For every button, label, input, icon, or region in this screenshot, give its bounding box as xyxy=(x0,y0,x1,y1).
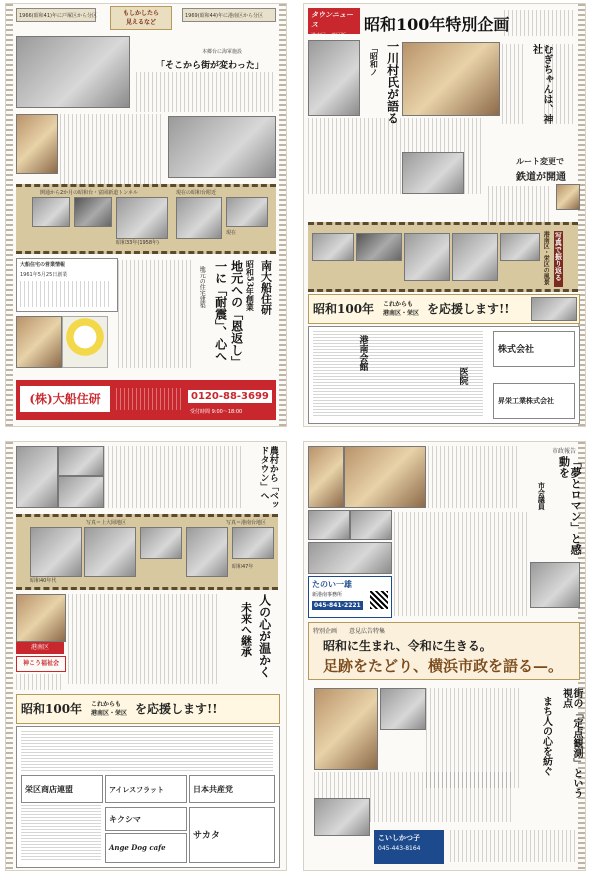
film-caption: 昭和33年(1958年) xyxy=(116,240,159,246)
support-subtitle: これからも xyxy=(383,301,414,308)
header-stamp-left-text: 1966(昭和41)年に戸塚区から分区 xyxy=(19,13,97,19)
header-title: もしかしたら 見えるなど xyxy=(122,10,159,26)
ad-box xyxy=(105,807,187,831)
support-slogan: を応援します!! xyxy=(135,702,218,716)
old-photo xyxy=(58,446,104,476)
sponsor-name: 昇栄工業株式会社 xyxy=(498,396,554,405)
film-photo xyxy=(232,527,274,559)
sponsor-name: 港南会館 xyxy=(357,335,368,371)
footer-contact xyxy=(374,830,444,864)
event-photo xyxy=(308,510,350,540)
special-title: 昭和100年特別企画 xyxy=(364,15,510,34)
film-photo xyxy=(74,197,112,227)
company-phone[interactable]: 0120-88-3699 xyxy=(188,390,272,403)
aerial-photo xyxy=(16,36,130,108)
paper-edition: 港南区・栄区版 xyxy=(311,33,347,39)
article-text xyxy=(428,446,518,508)
vertical-headline: 一に「耐震」、心へ xyxy=(213,260,228,362)
topic-label: 市政報告 xyxy=(552,448,577,455)
info-table xyxy=(16,258,118,312)
tower-photo xyxy=(16,446,58,508)
old-photo xyxy=(308,40,360,116)
vertical-title: 南大船住研 xyxy=(259,260,273,315)
ribbon-label: 写真で振り返る xyxy=(554,231,563,287)
interview-photo xyxy=(402,42,500,116)
ad-box xyxy=(189,775,275,803)
article-text xyxy=(394,512,530,616)
shop-name: アイレスフラット xyxy=(109,785,165,794)
org-logo xyxy=(16,656,66,672)
mascot-image xyxy=(62,316,108,368)
page-bottom-left xyxy=(6,442,286,870)
film-caption: 昭和40年代 xyxy=(30,578,57,584)
shop-name: 栄区商店連盟 xyxy=(25,784,73,794)
vertical-headline: 街の「定点観測」という視点 xyxy=(560,688,582,798)
support-area: 港南区・栄区 xyxy=(383,310,420,317)
special-label: 特別企画 xyxy=(313,628,338,635)
shop-name: Ange Dog cafe xyxy=(109,843,166,852)
vertical-headline: 「夢とロマン」と感動を xyxy=(557,456,583,555)
shop-name: 日本共産党 xyxy=(193,784,233,794)
special-headline-1: 昭和に生まれ、令和に生きる。 xyxy=(323,639,492,653)
film-label: 開通から2か月の昭和台・富岡新道トンネル xyxy=(40,190,139,196)
article-text xyxy=(136,72,276,112)
page-edge xyxy=(6,442,13,870)
ad-text xyxy=(116,388,184,410)
paper-logo-text: タウンニュース xyxy=(311,11,353,29)
headline: 鉄道が開通 xyxy=(516,172,566,183)
owner-photo xyxy=(16,316,62,368)
ad-box xyxy=(105,833,187,863)
article-text xyxy=(544,44,576,124)
ad-box xyxy=(21,775,103,803)
vertical-subhead: 地元の住宅建築 xyxy=(198,266,206,308)
support-banner xyxy=(16,694,280,724)
headline-kicker: 本郷台に海軍施設 xyxy=(202,49,243,55)
film-strip xyxy=(308,222,578,292)
candidate-office: 新港南事務所 xyxy=(312,592,343,598)
article-text xyxy=(488,186,552,222)
candidate-badge-text: 港南区 xyxy=(30,644,49,651)
article-text xyxy=(104,446,244,508)
headline: ルート変更で xyxy=(516,156,564,166)
org-name: 神こう福祉会 xyxy=(22,660,59,667)
intro-text xyxy=(504,10,574,36)
building-photo xyxy=(380,688,426,730)
header-stamp-right xyxy=(182,8,276,22)
film-photo xyxy=(186,527,228,577)
old-photo xyxy=(58,476,104,508)
support-title: 昭和100年 xyxy=(21,702,83,716)
sponsor-name: 株式会社 xyxy=(498,345,535,355)
paper-logo xyxy=(308,8,360,39)
candidate-contact xyxy=(308,576,392,618)
small-portrait xyxy=(556,184,580,210)
film-photo xyxy=(116,197,168,239)
candidate-badge xyxy=(16,642,64,654)
vertical-headline: 地元への「恩返し」 xyxy=(229,260,244,368)
vertical-subhead: 市会議員 xyxy=(537,482,547,510)
scene-photo xyxy=(402,152,464,194)
info-table-row: 1961年5月25日創業 xyxy=(20,272,68,278)
vertical-headline: 未来へ継承 xyxy=(239,602,253,657)
film-photo xyxy=(404,233,450,281)
header-title-box xyxy=(110,6,172,30)
info-table-title: 大船住宅の営業情報 xyxy=(20,262,66,268)
page-bottom-right xyxy=(304,442,585,870)
article-text xyxy=(502,44,526,124)
film-photo xyxy=(312,233,354,261)
shop-name: サカタ xyxy=(193,831,220,841)
caption-text xyxy=(16,674,64,690)
support-title: 昭和100年 xyxy=(313,302,375,316)
qr-code-icon[interactable] xyxy=(370,591,388,609)
film-label: 写真＝港南台地区 xyxy=(226,520,267,526)
map-photo xyxy=(168,116,276,178)
film-photo xyxy=(226,197,268,227)
handshake-photo xyxy=(344,446,426,508)
film-photo xyxy=(32,197,70,227)
article-text xyxy=(450,830,576,862)
event-photo xyxy=(308,446,344,508)
ad-box xyxy=(189,807,275,863)
footer-phone[interactable]: 045-443-8164 xyxy=(378,845,421,852)
article-text xyxy=(60,114,164,184)
support-photo xyxy=(531,297,577,321)
ad-grid xyxy=(16,726,280,868)
special-banner xyxy=(308,622,580,680)
info-table-rows xyxy=(20,281,112,307)
scene-photo xyxy=(314,798,370,836)
vertical-headline: 一川村氏が語る xyxy=(385,40,400,124)
ad-box xyxy=(105,775,187,803)
ad-listings xyxy=(21,805,101,861)
film-photo xyxy=(176,197,222,239)
candidate-phone[interactable]: 045-841-2221 xyxy=(314,602,361,609)
support-banner xyxy=(308,294,580,324)
headline: 「そこから街が変わった」 xyxy=(156,61,264,71)
vertical-headline: むぎちゃんは、神社 xyxy=(530,44,552,124)
speakers-photo xyxy=(314,688,378,770)
vertical-headline: 人の心が温かく xyxy=(257,594,272,678)
page-edge xyxy=(6,4,13,426)
film-photo xyxy=(30,527,82,577)
company-name: (株)大船住研 xyxy=(20,386,110,412)
film-photo xyxy=(500,233,540,261)
page-edge xyxy=(279,4,286,426)
header-stamp-left xyxy=(16,8,96,22)
support-slogan: を応援します!! xyxy=(427,302,510,316)
special-sublabel: 意見広告特集 xyxy=(349,628,386,635)
candidate-name: たのい一雄 xyxy=(312,580,352,589)
header-stamp-right-text: 1969(昭和44)年に港南区から分区 xyxy=(185,13,263,19)
sponsor-name: 医院 xyxy=(457,367,468,385)
candidate-photo xyxy=(16,594,66,642)
vertical-title: 昭和53年創業 xyxy=(245,260,256,312)
sponsor-box xyxy=(493,383,575,419)
film-strip xyxy=(16,184,276,254)
shop-name: キクシマ xyxy=(109,814,141,824)
article-text xyxy=(118,260,194,368)
footer-name: こいしかつ子 xyxy=(378,834,420,842)
film-photo xyxy=(84,527,136,577)
film-label: 写真＝上大岡地区 xyxy=(86,520,127,526)
sponsor-box xyxy=(493,331,575,367)
film-caption: 昭和47年 xyxy=(232,564,254,570)
company-ad xyxy=(16,380,276,420)
page-top-left xyxy=(6,4,286,426)
film-photo xyxy=(356,233,402,261)
vertical-headline: 農村から「ベッドタウン」へ xyxy=(258,446,278,509)
film-photo xyxy=(452,233,498,281)
article-text xyxy=(68,594,218,684)
film-photo xyxy=(140,527,182,559)
phone-hours: 受付時間 9:00〜18:00 xyxy=(190,409,243,415)
support-subtitle: これからも xyxy=(91,701,122,708)
page-top-right xyxy=(304,4,585,426)
sponsor-grid xyxy=(308,326,580,424)
portrait-photo xyxy=(16,114,58,174)
vertical-headline: 「昭和ノ xyxy=(369,44,380,76)
event-photo xyxy=(350,510,392,540)
film-strip xyxy=(16,514,278,590)
ribbon-sub: 港南区・栄区の風景 xyxy=(542,231,550,285)
event-photo xyxy=(308,542,392,574)
ad-listings xyxy=(21,731,273,773)
film-label: 現在の昭和台附近 xyxy=(176,190,217,196)
city-photo xyxy=(530,562,580,608)
vertical-headline: まち人の心を紡ぐ xyxy=(540,696,552,776)
support-area: 港南区・栄区 xyxy=(91,710,128,717)
special-headline-2: 足跡をたどり、横浜市政を語る—。 xyxy=(323,657,564,675)
film-caption: 現在 xyxy=(226,230,237,236)
